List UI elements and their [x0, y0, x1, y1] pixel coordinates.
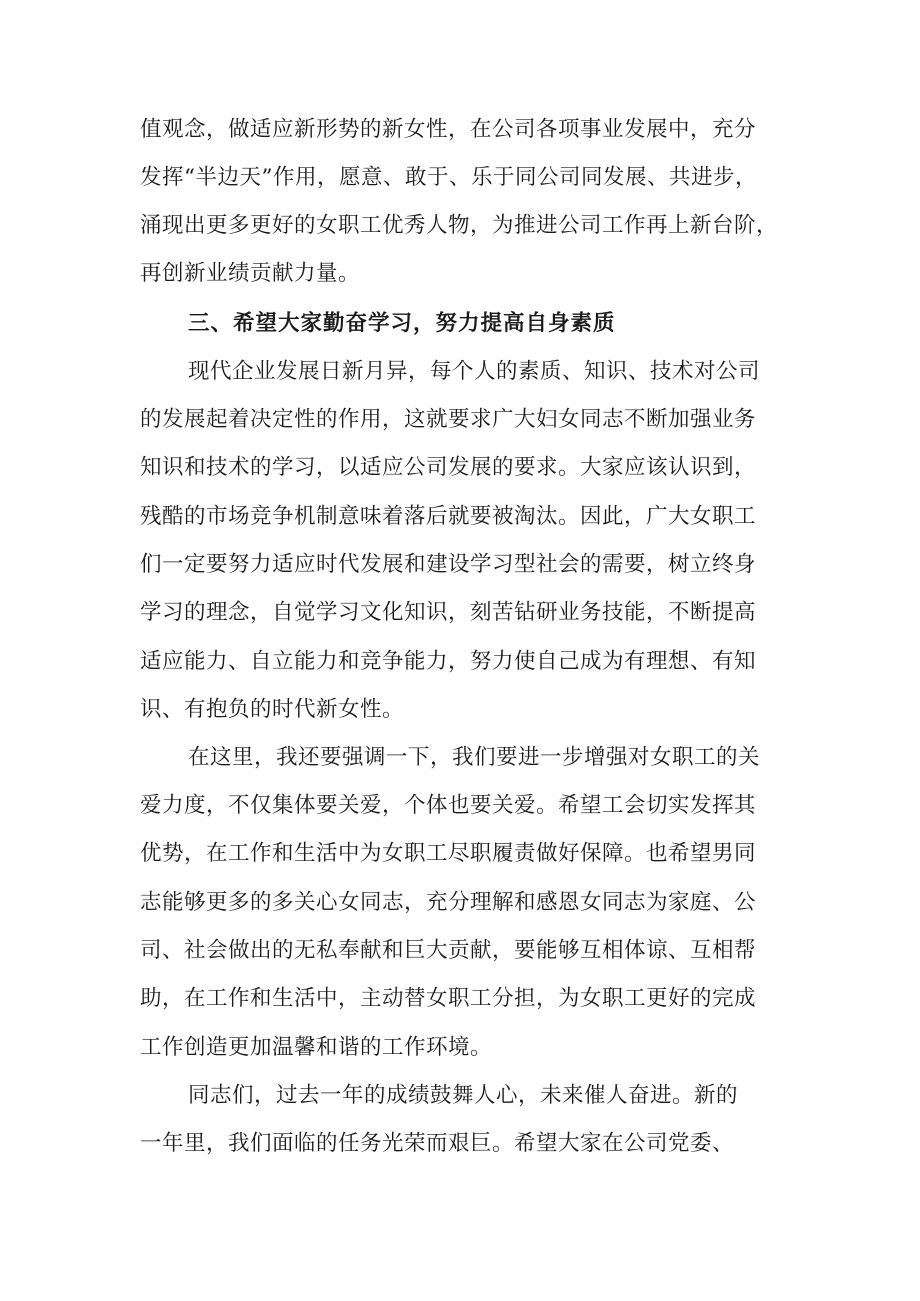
text-line: 的发展起着决定性的作用，这就要求广大妇女同志不断加强业务: [140, 407, 757, 432]
text-line: 涌现出更多更好的女职工优秀人物，为推进公司工作再上新台阶，: [140, 213, 779, 238]
text-line: 发挥“半边天”作用，愿意、敢于、乐于同公司同发展、共进步，: [140, 165, 757, 190]
text-line: 们一定要努力适应时代发展和建设学习型社会的需要，树立终身: [140, 552, 757, 577]
text-line: 同志们，过去一年的成绩鼓舞人心，未来催人奋进。新的: [188, 1083, 739, 1108]
text-line: 爱力度，不仅集体要关爱，个体也要关爱。希望工会切实发挥其: [140, 793, 757, 818]
text-line: 优势，在工作和生活中为女职工尽职履责做好保障。也希望男同: [140, 841, 757, 866]
text-line: 识、有抱负的时代新女性。: [140, 697, 405, 722]
text-line: 一年里，我们面临的任务光荣而艰巨。希望大家在公司党委、: [140, 1131, 735, 1156]
section-heading: 三、希望大家勤奋学习，努力提高自身素质: [188, 311, 616, 336]
text-line: 知识和技术的学习，以适应公司发展的要求。大家应该认识到，: [140, 455, 757, 480]
text-line: 助，在工作和生活中，主动替女职工分担，为女职工更好的完成: [140, 986, 757, 1011]
text-line: 学习的理念，自觉学习文化知识，刻苦钻研业务技能，不断提高: [140, 600, 757, 625]
text-line: 值观念，做适应新形势的新女性，在公司各项事业发展中，充分: [140, 117, 757, 142]
text-line: 现代企业发展日新月异，每个人的素质、知识、技术对公司: [188, 359, 761, 384]
text-line: 在这里，我还要强调一下，我们要进一步增强对女职工的关: [188, 745, 761, 770]
text-line: 残酷的市场竞争机制意味着落后就要被淘汰。因此，广大女职工: [140, 504, 757, 529]
text-line: 工作创造更加温馨和谐的工作环境。: [140, 1035, 493, 1060]
text-line: 适应能力、自立能力和竞争能力，努力使自己成为有理想、有知: [140, 649, 757, 674]
text-line: 再创新业绩贡献力量。: [140, 261, 361, 286]
text-line: 志能够更多的多关心女同志，充分理解和感恩女同志为家庭、公: [140, 890, 757, 915]
text-line: 司、社会做出的无私奉献和巨大贡献，要能够互相体谅、互相帮: [140, 938, 757, 963]
